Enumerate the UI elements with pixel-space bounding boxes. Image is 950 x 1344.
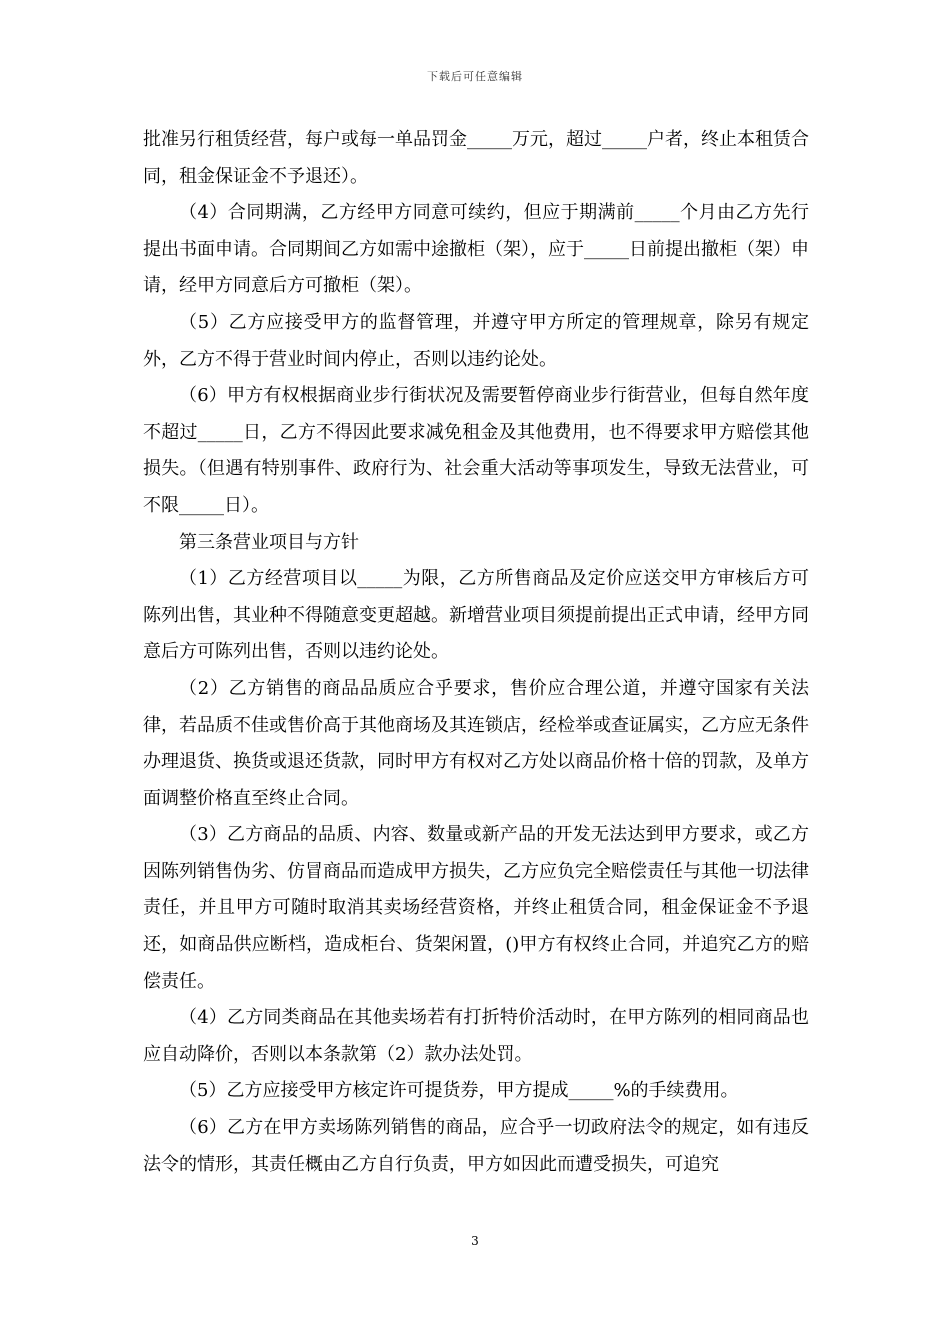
paragraph-clause-5-supervision: （5）乙方应接受甲方的监督管理，并遵守甲方所定的管理规章，除另有规定外，乙方不得于营业时间内停止，否则以违约论处。: [143, 311, 809, 370]
paragraph-clause-6-compliance: （6）乙方在甲方卖场陈列销售的商品，应合乎一切政府法令的规定，如有违反法令的情形，其责任概由乙方自行负责，甲方如因此而遭受损失，可追究: [143, 1117, 809, 1175]
page-number: 3: [471, 1234, 479, 1248]
section-heading: 第三条营业项目与方针: [179, 531, 359, 553]
paragraph-clause-1-scope: （1）乙方经营项目以_____为限，乙方所售商品及定价应送交甲方审核后方可陈列出售，其业种不得随意变更超越。新增营业项目须提前提出正式申请，经甲方同意后方可陈列出售，否则以违约论处。: [143, 568, 809, 663]
paragraph-continuation: 批准另行租赁经营，每户或每一单品罚金_____万元，超过_____户者，终止本租赁合同，租金保证金不予退还）。: [143, 129, 809, 187]
paragraph-clause-2-quality: （2）乙方销售的商品品质应合乎要求，售价应合理公道，并遵守国家有关法律，若品质不佳或售价高于其他商场及其连锁店，经检举或查证属实，乙方应无条件办理退货、换货或退还货款，同时甲方有权对乙方处以商品价格十倍的罚款，及单方面调整价格直至终止合同。: [143, 677, 809, 809]
page-header: 下载后可任意编辑: [427, 70, 523, 83]
document-body: [143, 122, 809, 1183]
paragraph-clause-5-voucher: （5）乙方应接受甲方核定许可提货券，甲方提成_____%的手续费用。: [179, 1080, 739, 1102]
paragraph-clause-3-liability: （3）乙方商品的品质、内容、数量或新产品的开发无法达到甲方要求，或乙方因陈列销售伪劣、仿冒商品而造成甲方损失，乙方应负完全赔偿责任与其他一切法律责任，并且甲方可随时取消其卖场经营资格，并终止租赁合同，租金保证金不予退还，如商品供应断档，造成柜台、货架闲置，()甲方有权终止合同，并追究乙方的赔偿责任。: [143, 824, 809, 992]
paragraph-clause-4-renewal: （4）合同期满，乙方经甲方同意可续约，但应于期满前_____个月由乙方先行提出书面申请。合同期间乙方如需中途撤柜（架），应于_____日前提出撤柜（架）申请，经甲方同意后方可撤柜（架）。: [143, 202, 809, 297]
paragraph-clause-6-suspension: （6）甲方有权根据商业步行街状况及需要暂停商业步行街营业，但每自然年度不超过_____日，乙方不得因此要求减免租金及其他费用，也不得要求甲方赔偿其他损失。（但遇有特别事件、政府行为、社会重大活动等事项发生，导致无法营业，可不限_____日）。: [143, 385, 809, 516]
paragraph-clause-4-discount: （4）乙方同类商品在其他卖场若有打折特价活动时，在甲方陈列的相同商品也应自动降价，否则以本条款第（2）款办法处罚。: [143, 1007, 809, 1065]
